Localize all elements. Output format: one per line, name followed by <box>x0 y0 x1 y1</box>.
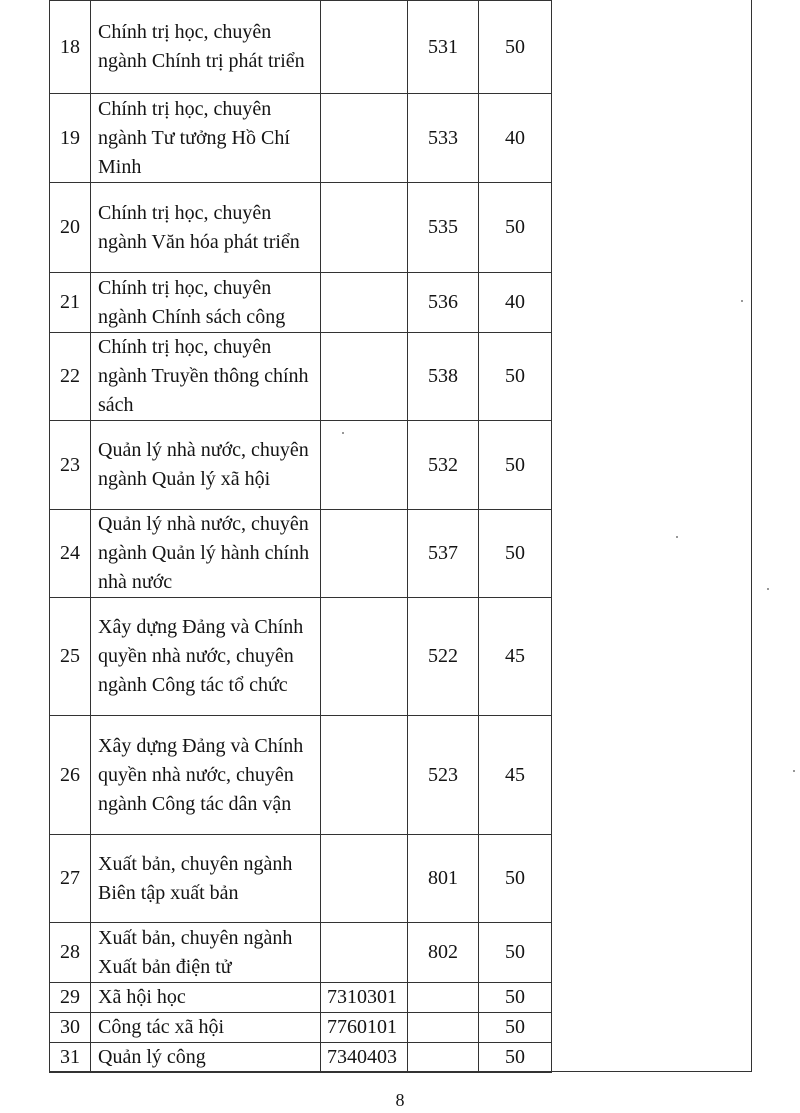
row-number: 21 <box>50 273 91 333</box>
program-name: Xuất bản, chuyên ngành Biên tập xuất bản <box>91 835 321 923</box>
specialization-code: 522 <box>408 598 479 716</box>
specialization-code: 801 <box>408 835 479 923</box>
quota-value: 40 <box>479 273 552 333</box>
program-name: Chính trị học, chuyên ngành Tư tưởng Hồ Chí Minh <box>91 94 321 183</box>
program-code: 7310301 <box>321 983 408 1013</box>
program-code <box>321 183 408 273</box>
program-name: Xây dựng Đảng và Chính quyền nhà nước, chuyên ngành Công tác tổ chức <box>91 598 321 716</box>
quota-value: 50 <box>479 1013 552 1043</box>
scan-speck <box>342 432 344 434</box>
quota-value: 50 <box>479 183 552 273</box>
program-name: Chính trị học, chuyên ngành Văn hóa phát triển <box>91 183 321 273</box>
row-number: 29 <box>50 983 91 1013</box>
program-code <box>321 598 408 716</box>
quota-value: 50 <box>479 1 552 94</box>
table-row <box>50 983 552 1013</box>
scan-speck <box>676 536 678 538</box>
row-number: 23 <box>50 421 91 510</box>
row-number: 24 <box>50 510 91 598</box>
row-number: 25 <box>50 598 91 716</box>
specialization-code: 535 <box>408 183 479 273</box>
quota-value: 50 <box>479 421 552 510</box>
row-number: 22 <box>50 333 91 421</box>
table-row <box>50 273 552 333</box>
program-code <box>321 94 408 183</box>
quota-value: 50 <box>479 835 552 923</box>
row-number: 19 <box>50 94 91 183</box>
quota-value: 45 <box>479 716 552 835</box>
program-code <box>321 1 408 94</box>
table-row <box>50 94 552 183</box>
specialization-code: 532 <box>408 421 479 510</box>
program-code <box>321 333 408 421</box>
page-number: 8 <box>395 1090 405 1110</box>
quota-value: 40 <box>479 94 552 183</box>
row-number: 27 <box>50 835 91 923</box>
row-number: 30 <box>50 1013 91 1043</box>
scan-speck <box>793 770 795 772</box>
scan-speck <box>767 588 769 590</box>
program-code <box>321 923 408 983</box>
row-number: 26 <box>50 716 91 835</box>
table-row <box>50 923 552 983</box>
specialization-code: 536 <box>408 273 479 333</box>
program-code <box>321 510 408 598</box>
row-number: 18 <box>50 1 91 94</box>
quota-value: 50 <box>479 923 552 983</box>
specialization-code: 537 <box>408 510 479 598</box>
table-row <box>50 333 552 421</box>
specialization-code <box>408 1043 479 1073</box>
quota-value: 50 <box>479 1043 552 1073</box>
table-row <box>50 183 552 273</box>
program-name: Xây dựng Đảng và Chính quyền nhà nước, chuyên ngành Công tác dân vận <box>91 716 321 835</box>
quota-value: 50 <box>479 510 552 598</box>
program-name: Chính trị học, chuyên ngành Chính sách công <box>91 273 321 333</box>
quota-value: 45 <box>479 598 552 716</box>
program-name: Quản lý công <box>91 1043 321 1073</box>
specialization-code: 523 <box>408 716 479 835</box>
program-name: Quản lý nhà nước, chuyên ngành Quản lý hành chính nhà nước <box>91 510 321 598</box>
row-number: 31 <box>50 1043 91 1073</box>
table-row <box>50 421 552 510</box>
program-code: 7340403 <box>321 1043 408 1073</box>
table-row <box>50 1043 552 1073</box>
quota-value: 50 <box>479 333 552 421</box>
specialization-code: 538 <box>408 333 479 421</box>
table-row <box>50 1 552 94</box>
scan-speck <box>741 300 743 302</box>
admission-quota-table <box>49 0 552 1073</box>
specialization-code: 533 <box>408 94 479 183</box>
program-code <box>321 421 408 510</box>
table-row <box>50 716 552 835</box>
row-number: 20 <box>50 183 91 273</box>
program-name: Quản lý nhà nước, chuyên ngành Quản lý xã hội <box>91 421 321 510</box>
program-code: 7760101 <box>321 1013 408 1043</box>
program-name: Công tác xã hội <box>91 1013 321 1043</box>
table-row <box>50 835 552 923</box>
specialization-code <box>408 1013 479 1043</box>
program-code <box>321 716 408 835</box>
program-name: Xã hội học <box>91 983 321 1013</box>
table-row <box>50 1013 552 1043</box>
specialization-code: 531 <box>408 1 479 94</box>
program-name: Chính trị học, chuyên ngành Truyền thông chính sách <box>91 333 321 421</box>
program-code <box>321 835 408 923</box>
row-number: 28 <box>50 923 91 983</box>
specialization-code: 802 <box>408 923 479 983</box>
program-name: Xuất bản, chuyên ngành Xuất bản điện tử <box>91 923 321 983</box>
table-row <box>50 510 552 598</box>
program-code <box>321 273 408 333</box>
table-row <box>50 598 552 716</box>
specialization-code <box>408 983 479 1013</box>
quota-value: 50 <box>479 983 552 1013</box>
program-name: Chính trị học, chuyên ngành Chính trị phát triển <box>91 1 321 94</box>
